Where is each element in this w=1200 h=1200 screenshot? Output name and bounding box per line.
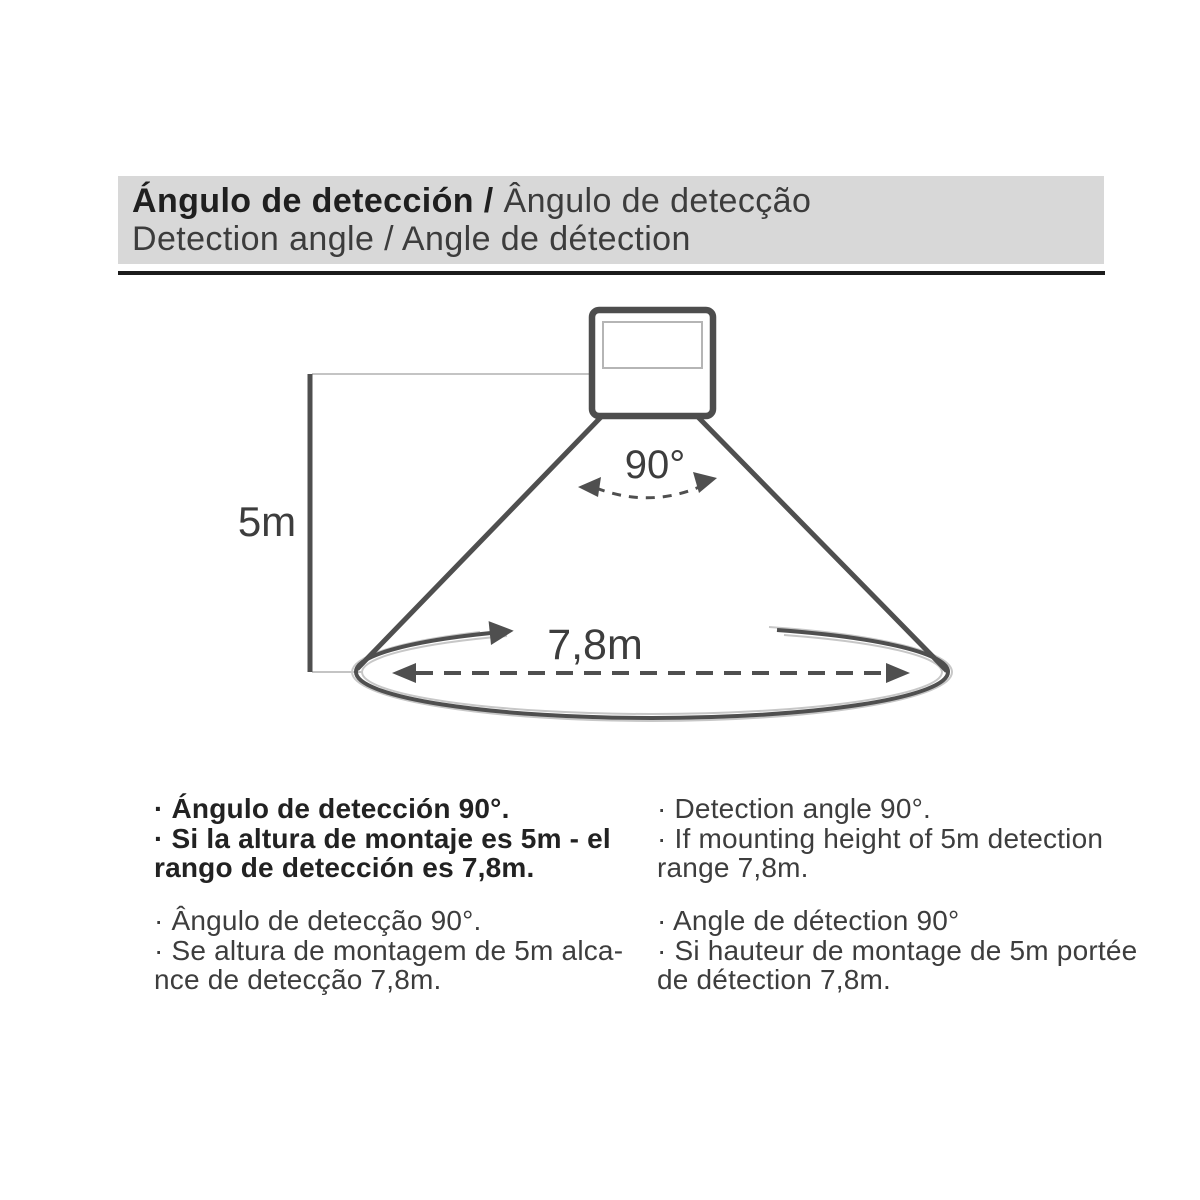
note-line: · Ângulo de detecção 90°. <box>154 905 482 936</box>
range-arrowhead-left <box>392 663 416 683</box>
note-line: · Ángulo de detección 90°. <box>154 793 510 824</box>
note-line: · Detection angle 90°. <box>657 793 931 824</box>
note-line: nce de detecção 7,8m. <box>154 964 442 995</box>
note-french <box>657 906 1137 995</box>
note-line: de détection 7,8m. <box>657 964 891 995</box>
range-label: 7,8m <box>547 621 643 669</box>
note-line: · If mounting height of 5m detection <box>657 822 1104 854</box>
angle-label: 90° <box>624 443 686 487</box>
note-spanish <box>154 794 611 883</box>
note-line: · Angle de détection 90° <box>657 905 960 936</box>
note-english <box>657 794 1103 883</box>
header-subtitle: Detection angle / Angle de détection <box>132 220 691 258</box>
header-title-es: Ángulo de detección / <box>132 182 504 220</box>
range-arrowhead-right <box>886 663 910 683</box>
height-label: 5m <box>237 498 297 545</box>
note-line: · Si la altura de montaje es 5m - el <box>154 822 611 854</box>
angle-arrowhead-left <box>578 477 601 497</box>
note-line: range 7,8m. <box>657 852 809 883</box>
angle-arrowhead-right <box>693 472 717 493</box>
header-title-pt: Ângulo de detecção <box>503 182 812 220</box>
note-portuguese <box>154 906 623 995</box>
note-line: rango de detección es 7,8m. <box>154 852 535 883</box>
note-line: · Se altura de montagem de 5m alca- <box>154 934 624 966</box>
sensor-window <box>603 322 702 368</box>
note-line: · Si hauteur de montage de 5m portée <box>657 934 1138 966</box>
